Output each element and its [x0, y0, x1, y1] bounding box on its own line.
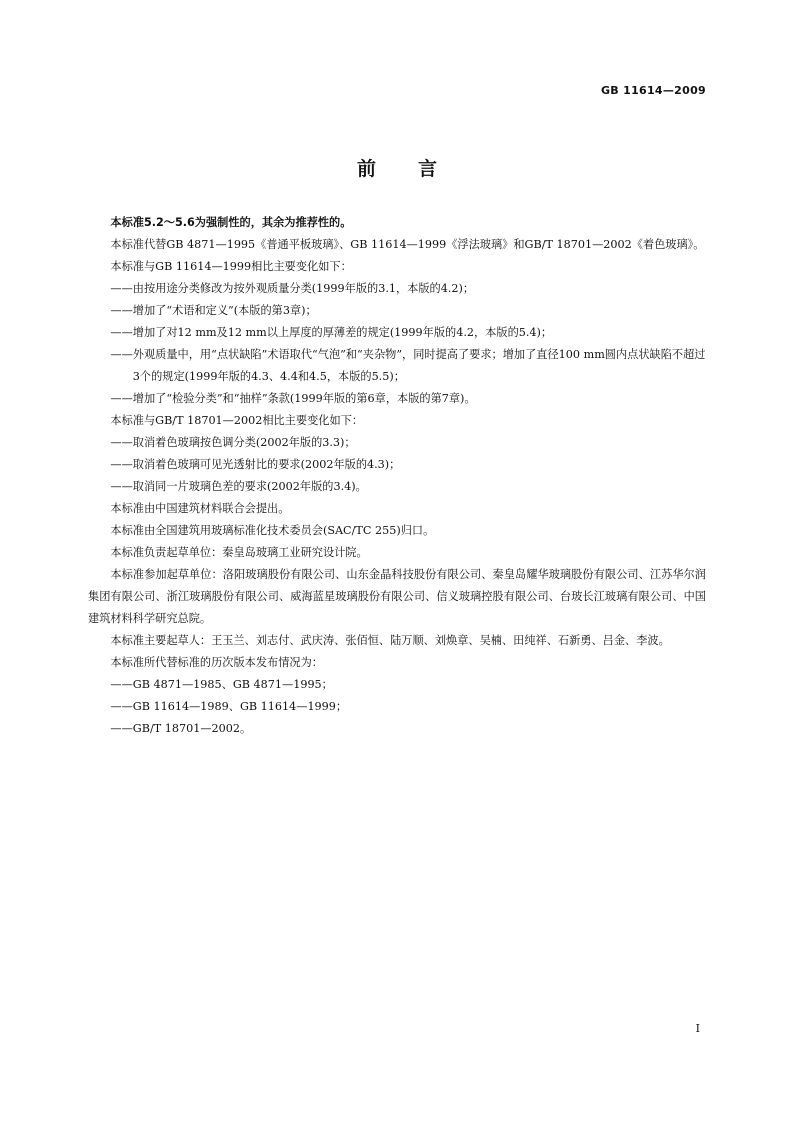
list-item: ——增加了“术语和定义”(本版的第3章)；	[88, 300, 706, 322]
paragraph-replaces: 本标准代替GB 4871—1995《普通平板玻璃》、GB 11614—1999《浮法玻璃》和GB/T 18701—2002《着色玻璃》。	[110, 238, 705, 251]
dash: ——	[110, 678, 133, 691]
list-item: ——由按用途分类修改为按外观质量分类(1999年版的3.1，本版的4.2)；	[88, 278, 706, 300]
list-item: ——增加了对12 mm及12 mm以上厚度的厚薄差的规定(1999年版的4.2，本版的5.4)；	[88, 322, 706, 344]
dash: ——	[110, 480, 133, 493]
foreword-body	[88, 212, 706, 740]
paragraph-history: 本标准所代替标准的历次版本发布情况为：	[110, 656, 323, 669]
dash: ——	[110, 304, 133, 317]
dash: ——	[110, 392, 133, 405]
paragraph-changes-2002: 本标准与GB/T 18701—2002相比主要变化如下：	[110, 414, 364, 427]
paragraph-drafters: 本标准主要起草人：王玉兰、刘志付、武庆涛、张佰恒、陆万顺、刘焕章、吴楠、田纯祥、石新勇、吕金、李波。	[110, 634, 670, 647]
paragraph-proposed-by: 本标准由中国建筑材料联合会提出。	[110, 502, 290, 515]
dash: ——	[110, 436, 133, 449]
list-item: ——取消同一片玻璃色差的要求(2002年版的3.4)。	[88, 476, 706, 498]
page-title: 前言	[356, 158, 479, 180]
paragraph-under-jurisdiction: 本标准由全国建筑用玻璃标准化技术委员会(SAC/TC 255)归口。	[110, 524, 435, 537]
list-item: ——取消着色玻璃按色调分类(2002年版的3.3)；	[88, 432, 706, 454]
paragraph-mandatory: 本标准5.2～5.6为强制性的，其余为推荐性的。	[110, 216, 352, 229]
list-item: ——增加了“检验分类”和“抽样”条款(1999年版的第6章，本版的第7章)。	[88, 388, 706, 410]
list-item: ——取消着色玻璃可见光透射比的要求(2002年版的4.3)；	[88, 454, 706, 476]
standard-number: GB 11614—2009	[600, 84, 706, 97]
dash: ——	[110, 348, 133, 361]
dash: ——	[110, 326, 133, 339]
list-item: ——GB 11614—1989、GB 11614—1999；	[88, 696, 706, 718]
list-item: ——GB 4871—1985、GB 4871—1995；	[88, 674, 706, 696]
dash: ——	[110, 458, 133, 471]
paragraph-drafting-unit: 本标准负责起草单位：秦皇岛玻璃工业研究设计院。	[110, 546, 368, 559]
page-number: I	[695, 1022, 700, 1035]
dash: ——	[110, 700, 133, 713]
paragraph-participating-units: 本标准参加起草单位：洛阳玻璃股份有限公司、山东金晶科技股份有限公司、秦皇岛耀华玻璃股份有限公司、江苏华尔润集团有限公司、浙江玻璃股份有限公司、威海蓝星玻璃股份有限公司、信义玻璃控股有限公司、台玻长江玻璃有限公司、中国建筑材料科学研究总院。	[88, 568, 706, 625]
list-item: ——外观质量中，用“点状缺陷”术语取代“气泡”和“夹杂物”，同时提高了要求；增加了直径100 mm圆内点状缺陷不超过3个的规定(1999年版的4.3、4.4和4.5，本版的5.5)；	[88, 344, 706, 388]
dash: ——	[110, 282, 133, 295]
paragraph-changes-1999: 本标准与GB 11614—1999相比主要变化如下：	[110, 260, 352, 273]
dash: ——	[110, 722, 133, 735]
list-item: ——GB/T 18701—2002。	[88, 718, 706, 740]
